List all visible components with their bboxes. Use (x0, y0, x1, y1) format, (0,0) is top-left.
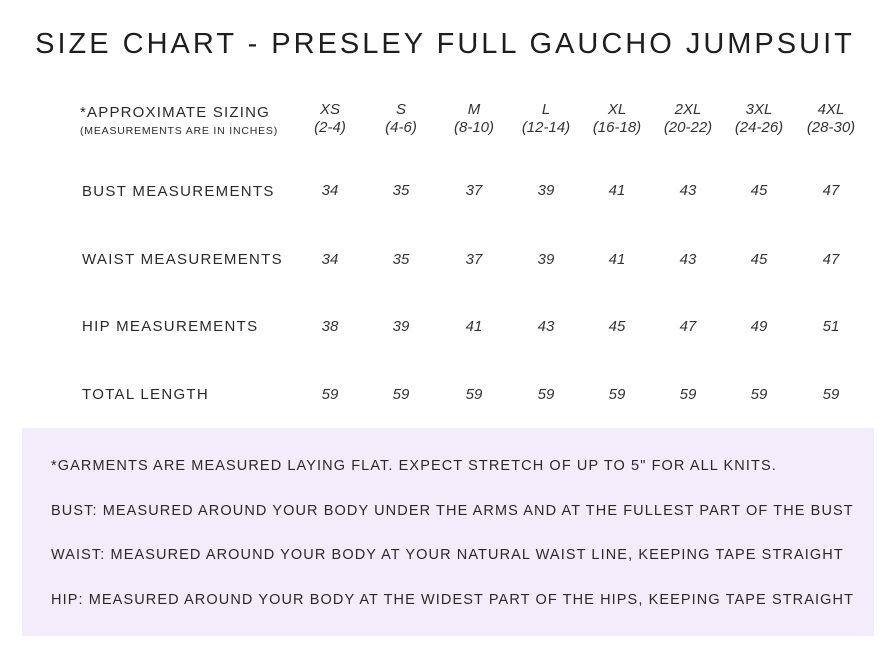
header-label: *APPROXIMATE SIZING (80, 104, 271, 121)
size-name: S (395, 101, 406, 118)
table-cell: 59 (679, 386, 697, 403)
table-cell: 37 (465, 251, 483, 268)
row-label-waist: WAIST MEASUREMENTS (82, 251, 283, 268)
size-column-header (650, 101, 726, 137)
table-cell: 43 (537, 318, 555, 335)
size-name: 2XL (674, 101, 702, 118)
page-title: SIZE CHART - PRESLEY FULL GAUCHO JUMPSUIT (35, 28, 855, 60)
size-range: (2-4) (314, 119, 346, 136)
note-garments: *GARMENTS ARE MEASURED LAYING FLAT. EXPECT STRETCH OF UP TO 5" FOR ALL KNITS. (51, 458, 777, 474)
table-cell: 43 (679, 251, 697, 268)
table-cell: 41 (465, 318, 483, 335)
row-label-hip: HIP MEASUREMENTS (82, 318, 259, 335)
size-name: XS (319, 101, 340, 118)
size-name: XL (607, 101, 627, 118)
size-column-header (508, 101, 584, 137)
table-cell: 34 (321, 251, 339, 268)
size-range: (20-22) (663, 119, 713, 136)
size-range: (16-18) (592, 119, 642, 136)
table-cell: 43 (679, 182, 697, 199)
table-cell: 35 (392, 251, 410, 268)
size-range: (8-10) (453, 119, 494, 136)
table-cell: 35 (392, 182, 410, 199)
table-cell: 41 (608, 251, 626, 268)
size-column-header (793, 101, 869, 137)
note-bust: BUST: MEASURED AROUND YOUR BODY UNDER THE ARMS AND AT THE FULLEST PART OF THE BUST (51, 503, 854, 519)
row-label-bust: BUST MEASUREMENTS (82, 183, 275, 200)
size-name: M (467, 101, 481, 118)
table-cell: 39 (537, 251, 555, 268)
size-name: 4XL (817, 101, 845, 118)
table-cell: 59 (608, 386, 626, 403)
table-cell: 47 (679, 318, 697, 335)
note-waist: WAIST: MEASURED AROUND YOUR BODY AT YOUR NATURAL WAIST LINE, KEEPING TAPE STRAIGHT (51, 547, 844, 563)
header-sublabel: (MEASUREMENTS ARE IN INCHES) (80, 125, 279, 137)
size-range: (24-26) (734, 119, 784, 136)
size-name: 3XL (745, 101, 773, 118)
size-range: (4-6) (385, 119, 417, 136)
measurement-notes-panel (22, 428, 874, 636)
size-column-header (721, 101, 797, 137)
table-cell: 39 (537, 182, 555, 199)
table-cell: 49 (750, 318, 768, 335)
table-cell: 47 (822, 251, 840, 268)
row-label-total-length: TOTAL LENGTH (82, 386, 210, 403)
table-cell: 59 (822, 386, 840, 403)
size-name: L (541, 101, 551, 118)
size-range: (28-30) (806, 119, 856, 136)
table-cell: 51 (822, 318, 840, 335)
table-cell: 59 (465, 386, 483, 403)
table-cell: 37 (465, 182, 483, 199)
size-column-header (363, 101, 439, 137)
table-cell: 59 (321, 386, 339, 403)
size-range: (12-14) (521, 119, 571, 136)
table-cell: 39 (392, 318, 410, 335)
table-cell: 45 (750, 182, 768, 199)
table-cell: 34 (321, 182, 339, 199)
size-column-header (292, 101, 368, 137)
table-cell: 45 (608, 318, 626, 335)
table-cell: 47 (822, 182, 840, 199)
table-cell: 59 (392, 386, 410, 403)
size-column-header (436, 101, 512, 137)
table-cell: 45 (750, 251, 768, 268)
size-column-header (579, 101, 655, 137)
table-cell: 59 (537, 386, 555, 403)
table-cell: 59 (750, 386, 768, 403)
note-hip: HIP: MEASURED AROUND YOUR BODY AT THE WIDEST PART OF THE HIPS, KEEPING TAPE STRAIGHT (51, 592, 855, 608)
table-cell: 41 (608, 182, 626, 199)
table-cell: 38 (321, 318, 339, 335)
